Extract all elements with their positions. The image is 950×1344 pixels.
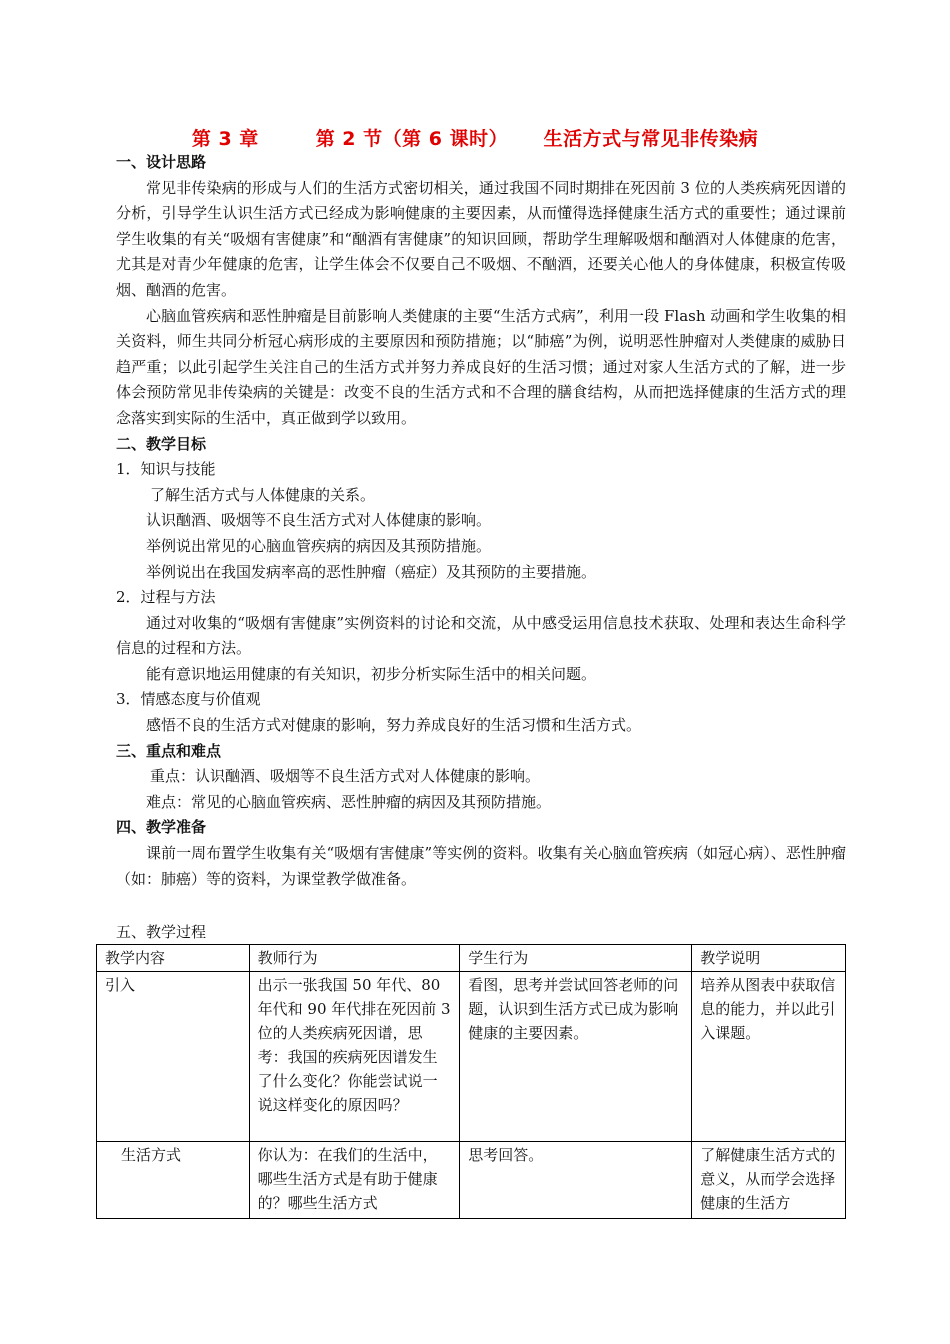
header-cell-notes: 教学说明: [692, 945, 846, 972]
objective-process-2: 能有意识地运用健康的有关知识，初步分析实际生活中的相关问题。: [146, 664, 597, 683]
document-title: 第 3 章 第 2 节（第 6 课时） 生活方式与常见非传染病: [191, 128, 759, 150]
objective-knowledge-title: 1．知识与技能: [116, 460, 216, 479]
design-paragraph-2: 心脑血管疾病和恶性肿瘤是目前影响人类健康的主要“生活方式病”，利用一段 Flash 动画和学生收集的相关资料，师生共同分析冠心病形成的主要原因和预防措施；以“肺癌”为例，说明恶性肿瘤对人类健康的威胁日趋严重；以此引起学生关注自己的生活方式并努力养成良好的生活习惯；通过对家人生活方式的了解，进一步体会预防常见非传染病的关键是：改变不良的生活方式和不合理的膳食结构，从而把选择健康的生活方式的理念落实到实际的生活中，真正做到学以致用。: [116, 306, 846, 427]
keypoint-key: 重点：认识酗酒、吸烟等不良生活方式对人体健康的影响。: [150, 767, 541, 786]
teaching-process-table: [96, 944, 846, 1219]
section-heading-process: 五、教学过程: [116, 923, 207, 941]
table-cell: 引入: [97, 972, 250, 1142]
objective-process-title: 2．过程与方法: [116, 588, 216, 607]
section-heading-design: 一、设计思路: [116, 153, 207, 171]
objective-knowledge-4: 举例说出在我国发病率高的恶性肿瘤（癌症）及其预防的主要措施。: [146, 562, 597, 581]
table-row: [97, 972, 846, 1142]
objective-knowledge-1: 了解生活方式与人体健康的关系。: [150, 485, 376, 504]
keypoint-difficulty: 难点：常见的心脑血管疾病、恶性肿瘤的病因及其预防措施。: [146, 792, 552, 811]
objective-emotion-1: 感悟不良的生活方式对健康的影响，努力养成良好的生活习惯和生活方式。: [146, 716, 642, 735]
table-cell: 出示一张我国 50 年代、80 年代和 90 年代排在死因前 3 位的人类疾病死因谱，思考：我国的疾病死因谱发生了什么变化？你能尝试说一说这样变化的原因吗？: [249, 972, 460, 1142]
section-heading-objectives: 二、教学目标: [116, 434, 207, 453]
table-row: [97, 1142, 846, 1219]
table-cell: 思考回答。: [460, 1142, 692, 1219]
table-cell: 你认为：在我们的生活中，哪些生活方式是有助于健康的？哪些生活方式: [249, 1142, 460, 1219]
section-heading-keypoints: 三、重点和难点: [116, 741, 222, 760]
header-cell-content: 教学内容: [97, 945, 250, 972]
document-body: [116, 150, 846, 892]
table-cell: 培养从图表中获取信息的能力，并以此引入课题。: [692, 972, 846, 1142]
header-cell-teacher: 教师行为: [249, 945, 460, 972]
table-cell: 看图，思考并尝试回答老师的问题，认识到生活方式已成为影响健康的主要因素。: [460, 972, 692, 1142]
section-heading-preparation: 四、教学准备: [116, 818, 207, 837]
objective-process-1: 通过对收集的“吸烟有害健康”实例资料的讨论和交流，从中感受运用信息技术获取、处理和表达生命科学信息的过程和方法。: [116, 613, 846, 658]
table-cell: 了解健康生活方式的意义，从而学会选择健康的生活方: [692, 1142, 846, 1219]
design-paragraph-1: 常见非传染病的形成与人们的生活方式密切相关，通过我国不同时期排在死因前 3 位的人类疾病死因谱的分析，引导学生认识生活方式已经成为影响健康的主要因素，从而懂得选择健康生活方式的重要性；通过课前学生收集的有关“吸烟有害健康”和“酗酒有害健康”的知识回顾，帮助学生理解吸烟和酗酒对人体健康的危害，尤其是对青少年健康的危害，让学生体会不仅要自己不吸烟、不酗酒，还要关心他人的身体健康，积极宣传吸烟、酗酒的危害。: [116, 178, 846, 299]
objective-knowledge-3: 举例说出常见的心脑血管疾病的病因及其预防措施。: [146, 536, 492, 555]
objective-knowledge-2: 认识酗酒、吸烟等不良生活方式对人体健康的影响。: [146, 511, 492, 530]
table-header-row: [97, 945, 846, 972]
table-cell: 生活方式: [97, 1142, 250, 1219]
objective-emotion-title: 3．情感态度与价值观: [116, 690, 261, 709]
preparation-paragraph: 课前一周布置学生收集有关“吸烟有害健康”等实例的资料。收集有关心脑血管疾病（如冠心病）、恶性肿瘤（如：肺癌）等的资料，为课堂教学做准备。: [116, 844, 846, 888]
header-cell-student: 学生行为: [460, 945, 692, 972]
